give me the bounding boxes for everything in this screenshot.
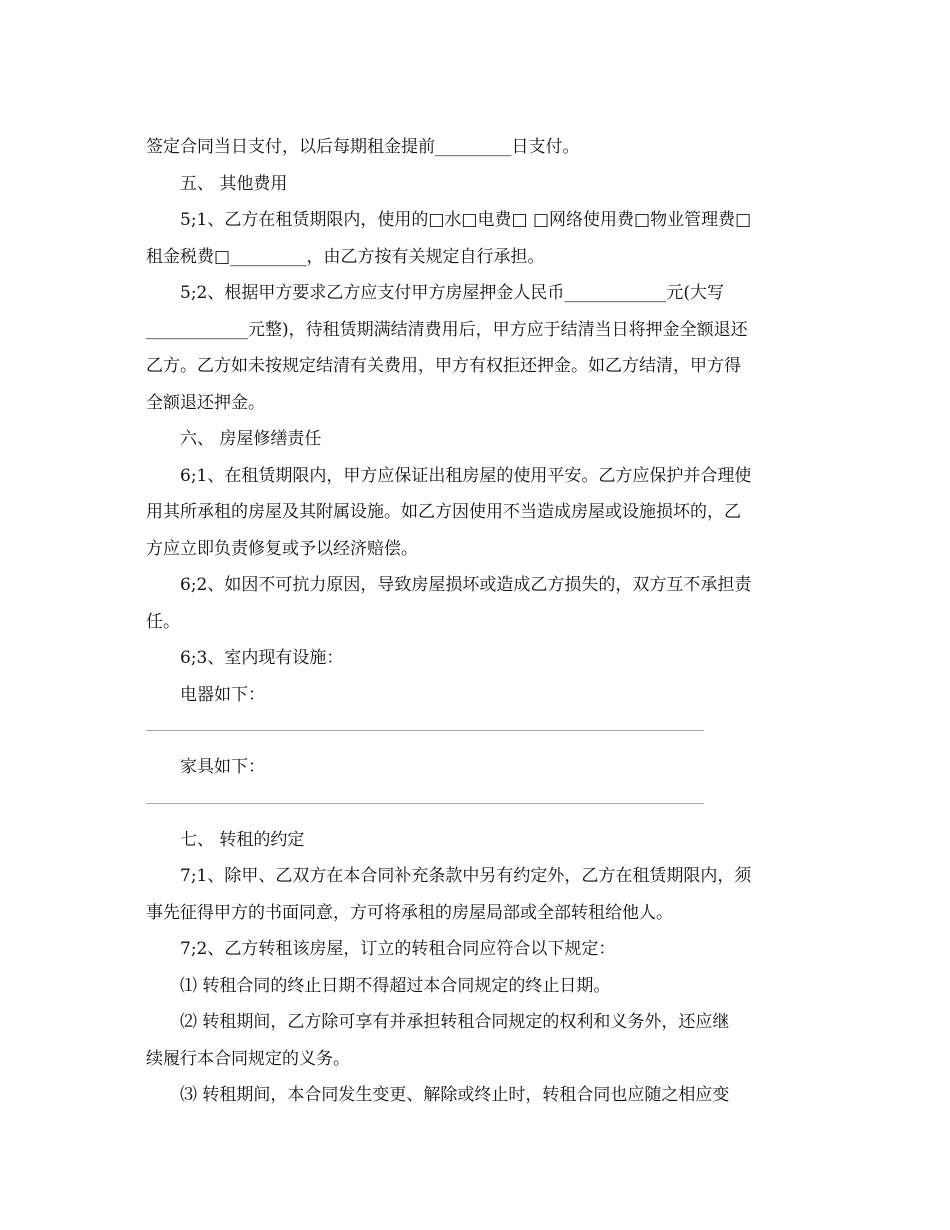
sublease-rule-2-line-2: 续履行本合同规定的义务。 <box>146 1048 350 1069</box>
sublease-rule-1: ⑴ 转租合同的终止日期不得超过本合同规定的终止日期。 <box>180 975 611 996</box>
section-heading-sublease: 七、 转租的约定 <box>180 829 305 850</box>
clause-7-2: 7;2、乙方转租该房屋，订立的转租合同应符合以下规定： <box>180 939 616 959</box>
clause-6-2-line-1: 6;2、如因不可抗力原因，导致房屋损坏或造成乙方损失的，双方互不承担责 <box>180 575 752 595</box>
clause-5-2-line-2: ____________元整)，待租赁期满结清费用后，甲方应于结清当日将押金全额退还 <box>146 319 748 340</box>
clause-7-1-line-1: 7;1、除甲、乙双方在本合同补充条款中另有约定外，乙方在租赁期限内，须 <box>180 866 752 886</box>
appliances-label: 电器如下： <box>180 684 265 705</box>
section-heading-repair: 六、 房屋修缮责任 <box>180 429 322 449</box>
clause-6-2-line-2: 任。 <box>146 611 180 632</box>
clause-5-1-line-1: 5;1、乙方在租赁期限内，使用的□水□电费□ □网络使用费□物业管理费□ <box>180 210 752 230</box>
rent-payment-line: 签定合同当日支付，以后每期租金提前_________日支付。 <box>146 137 580 157</box>
clause-5-2-line-4: 全额退还押金。 <box>146 392 265 413</box>
section-heading-other-fees: 五、 其他费用 <box>180 173 288 194</box>
clause-6-3: 6;3、室内现有设施： <box>180 648 344 668</box>
clause-7-1-line-2: 事先征得甲方的书面同意，方可将承租的房屋局部或全部转租给他人。 <box>146 902 673 923</box>
clause-6-1-line-2: 用其所承租的房屋及其附属设施。如乙方因使用不当造成房屋或设施损坏的，乙 <box>146 502 741 522</box>
sublease-rule-3-line-1: ⑶ 转租期间，本合同发生变更、解除或终止时，转租合同也应随之相应变 <box>180 1085 730 1105</box>
document-body <box>146 129 806 1114</box>
clause-6-1-line-3: 方应立即负责修复或予以经济赔偿。 <box>146 538 418 559</box>
furniture-fill-line <box>146 803 704 804</box>
appliances-fill-line <box>146 730 704 731</box>
clause-5-1-line-2: 租金税费□_________，由乙方按有关规定自行承担。 <box>146 246 545 267</box>
clause-5-2-line-3: 乙方。乙方如未按规定结清有关费用，甲方有权拒还押金。如乙方结清，甲方得 <box>146 356 741 376</box>
furniture-label: 家具如下： <box>180 757 265 777</box>
clause-6-1-line-1: 6;1、在租赁期限内，甲方应保证出租房屋的使用平安。乙方应保护并合理使 <box>180 465 752 486</box>
clause-5-2-line-1: 5;2、根据甲方要求乙方应支付甲方房屋押金人民币____________元(大写 <box>180 283 724 303</box>
sublease-rule-2-line-1: ⑵ 转租期间，乙方除可享有并承担转租合同规定的权利和义务外，还应继 <box>180 1012 730 1032</box>
